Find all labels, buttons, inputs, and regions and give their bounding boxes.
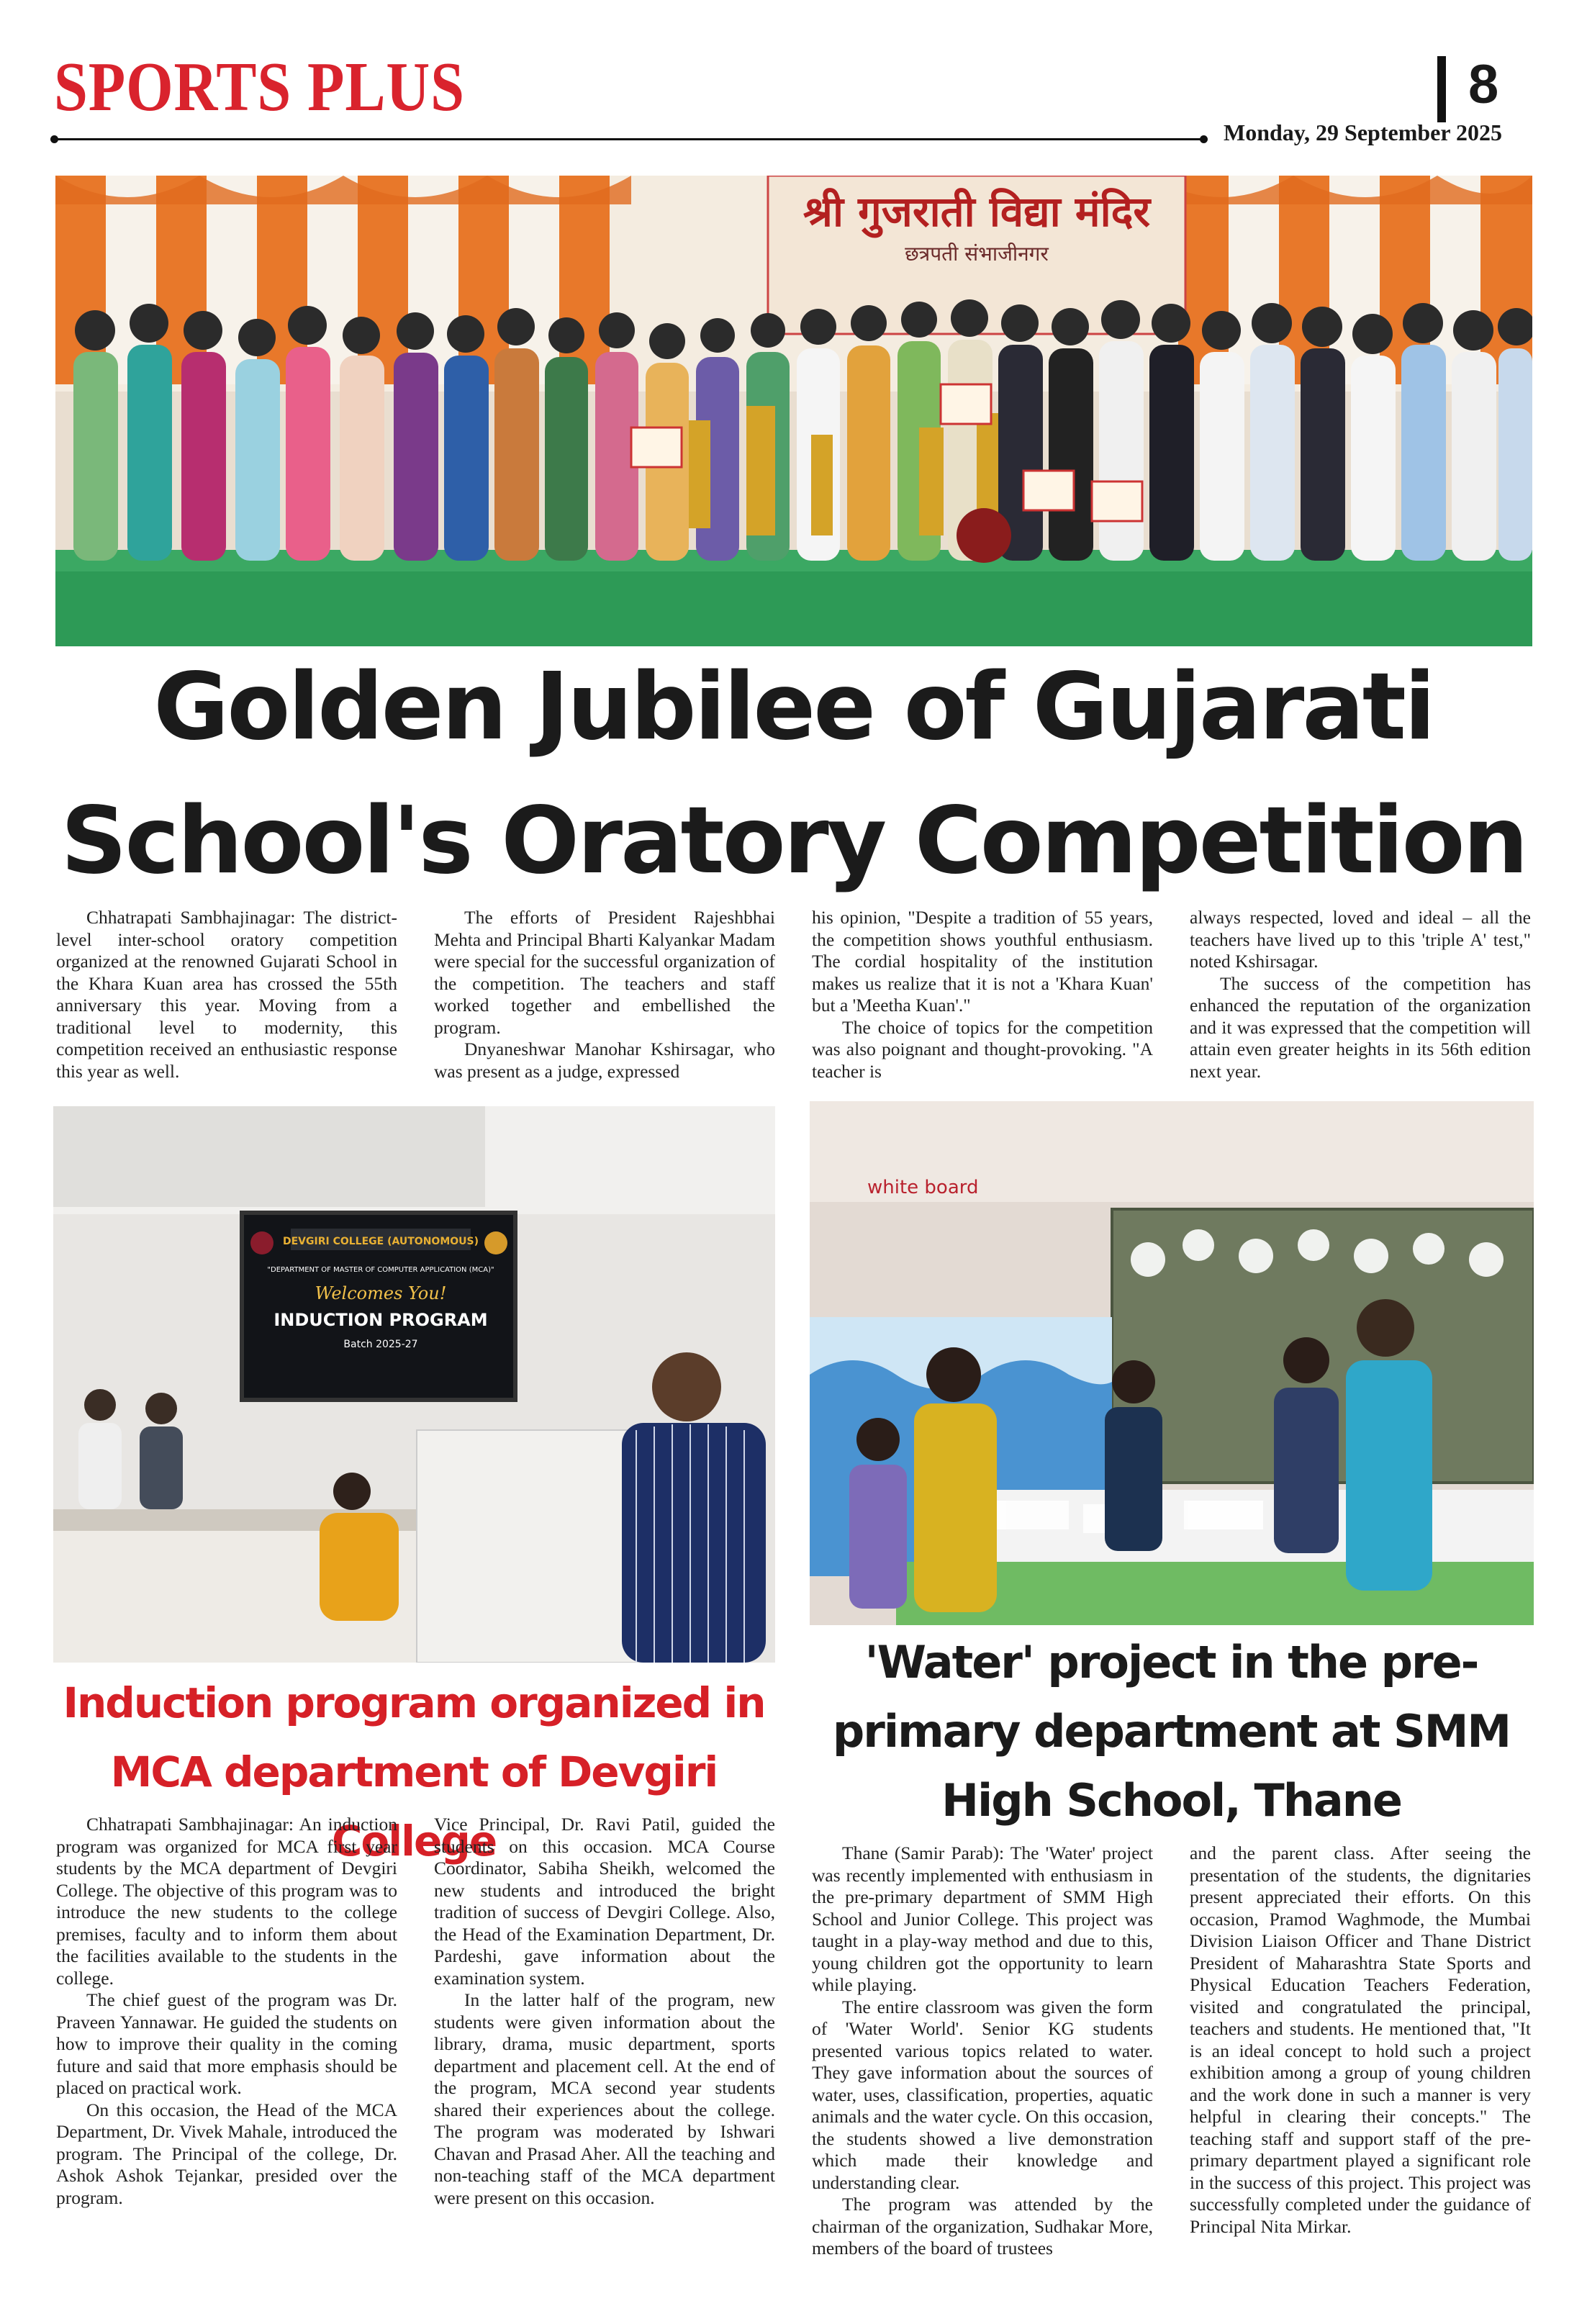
banner-title: श्री गुजराती विद्या मंदिर [802,187,1151,236]
article2-col2-p2: In the latter half of the program, new students were given information about the library, drama, music department, sports department and placement cell. At the end of the program, MCA second year students shared their experiences about the college. The program was moderated by Ishwari Chavan and Prasad Aher. All the teaching and non-teaching staff of the MCA department were present on this occasion. [434,1989,775,2208]
article2-col2 [434,1814,775,2209]
headline-mca-induction: Induction program organized in MCA department of Devgiri College [63,1678,765,1866]
header-rule [54,138,1204,140]
article2-col1 [56,1814,397,2209]
article1-col3-p2: The choice of topics for the competition was also poignant and thought-provoking. "A teacher is [812,1016,1153,1082]
article1-col2 [434,907,775,1082]
headline-water-project: 'Water' project in the pre-primary department at SMM High School, Thane [832,1636,1511,1827]
article2-col1-p3: On this occasion, the Head of the MCA Department, Dr. Vivek Mahale, introduced the program. The Principal of the college, Dr. Ashok Ashok Tejankar, presided over the program. [56,2099,397,2208]
article2-col1-p2: The chief guest of the program was Dr. Praveen Yannawar. He guided the students on how to improve their quality in the coming future and said that more emphasis should be placed on practical work. [56,1989,397,2098]
article2-col2-p1: Vice Principal, Dr. Ravi Patil, guided the students on this occasion. MCA Course Coordinator, Sabiha Sheikh, welcomed the new students and introduced the bright tradition of success of Devgiri College. Also, the Head of the Examination Department, Dr. Pardeshi, gave information about the examination system. [434,1814,775,1989]
banner-subtitle: छत्रपती संभाजीनगर [905,242,1049,266]
article2-col1-p1: Chhatrapati Sambhajinagar: An induction program was organized for MCA first year students by the MCA department of Devgiri College. The objective of this program was to introduce the new students to the college premises, faculty and to inform them about the facilities available to the students in the college. [56,1814,397,1989]
article3-col1-p3: The program was attended by the chairman of the organization, Sudhakar More, members of the board of trustees [812,2194,1153,2259]
screen-college-name: DEVGIRI COLLEGE (AUTONOMOUS) [282,1236,479,1247]
article1-col4-p2: The success of the competition has enhanced the reputation of the organization and it was expressed that the competition will attain even greater heights in its 56th edition next year. [1190,972,1531,1082]
article3-col1 [812,1843,1153,2260]
page-number: 8 [1468,54,1499,115]
article3-col1-p1: Thane (Samir Parab): The 'Water' project was recently implemented with enthusiasm in the pre-primary department of SMM High School and Junior College. This project was taught in a play-way method and due to this, young children got the opportunity to learn while playing. [812,1843,1153,1995]
article1-col1-p1: Chhatrapati Sambhajinagar: The district-level inter-school oratory competition organized at the renowned Gujarati School in the Khara Kuan area has crossed the 55th anniversary this year. Moving from a traditional level to modernity, this competition received an enthusiastic response this year as well. [56,907,397,1082]
screen-program: INDUCTION PROGRAM [273,1310,488,1330]
screen-welcome: Welcomes You! [315,1283,447,1303]
header-rule-dot-right [1200,135,1208,143]
article1-col4 [1190,907,1531,1082]
photo-water-project [810,1101,1534,1625]
article1-col2-p1: The efforts of President Rajeshbhai Mehta and Principal Bharti Kalyankar Madam were special for the successful organization of the competition. The teachers and staff worked together and embellished the program. [434,907,775,1038]
issue-date: Monday, 29 September 2025 [1224,119,1502,145]
screen-department: "DEPARTMENT OF MASTER OF COMPUTER APPLICATION (MCA)" [267,1266,494,1274]
article1-col2-p2: Dnyaneshwar Manohar Kshirsagar, who was present as a judge, expressed [434,1039,775,1082]
article3-col2 [1190,1843,1531,2238]
article1-col4-p1: always respected, loved and ideal – all the teachers have lived up to this 'triple A' test," noted Kshirsagar. [1190,907,1531,972]
article1-col3 [812,907,1153,1082]
whiteboard-label: white board [867,1177,979,1198]
photo-mca-induction [53,1106,775,1663]
section-title: SPORTS PLUS [54,48,465,126]
screen-batch: Batch 2025-27 [343,1339,418,1350]
article1-col1 [56,907,397,1082]
article3-col2-p1: and the parent class. After seeing the presentation of the students, the dignitaries present appreciated their efforts. On this occasion, Pramod Waghmode, the Mumbai Division Liaison Officer and Thane District President of Maharashtra State Sports and Physical Education Teachers Federation, visited and congratulated the principal, teachers and students. He mentioned that, "It is an ideal concept to hold such a project exhibition among a group of young children and the work done in such a manner is very helpful in clearing their concepts." The teaching staff and support staff of the pre-primary department played a significant role in the success of this project. This project was successfully completed under the guidance of Principal Nita Mirkar. [1190,1843,1531,2237]
article1-col3-p1: his opinion, "Despite a tradition of 55 years, the competition shows youthful enthusiasm. The cordial hospitality of the institution makes us realize that it is not a 'Khara Kuan' but a 'Meetha Kuan'." [812,907,1153,1016]
group-photo-prize-ceremony [55,176,1532,646]
header-rule-dot-left [50,135,58,143]
page-number-bar [1437,56,1446,122]
headline-gujarati-school: Golden Jubilee of Gujarati School's Oratory Competition [60,654,1527,895]
article3-col1-p2: The entire classroom was given the form of 'Water World'. Senior KG students presented various topics related to water. They gave information about the sources of water, uses, classification, properties, aquatic animals and the water cycle. On this occasion, the students showed a live demonstration which made their knowledge and understanding clear. [812,1996,1153,2193]
